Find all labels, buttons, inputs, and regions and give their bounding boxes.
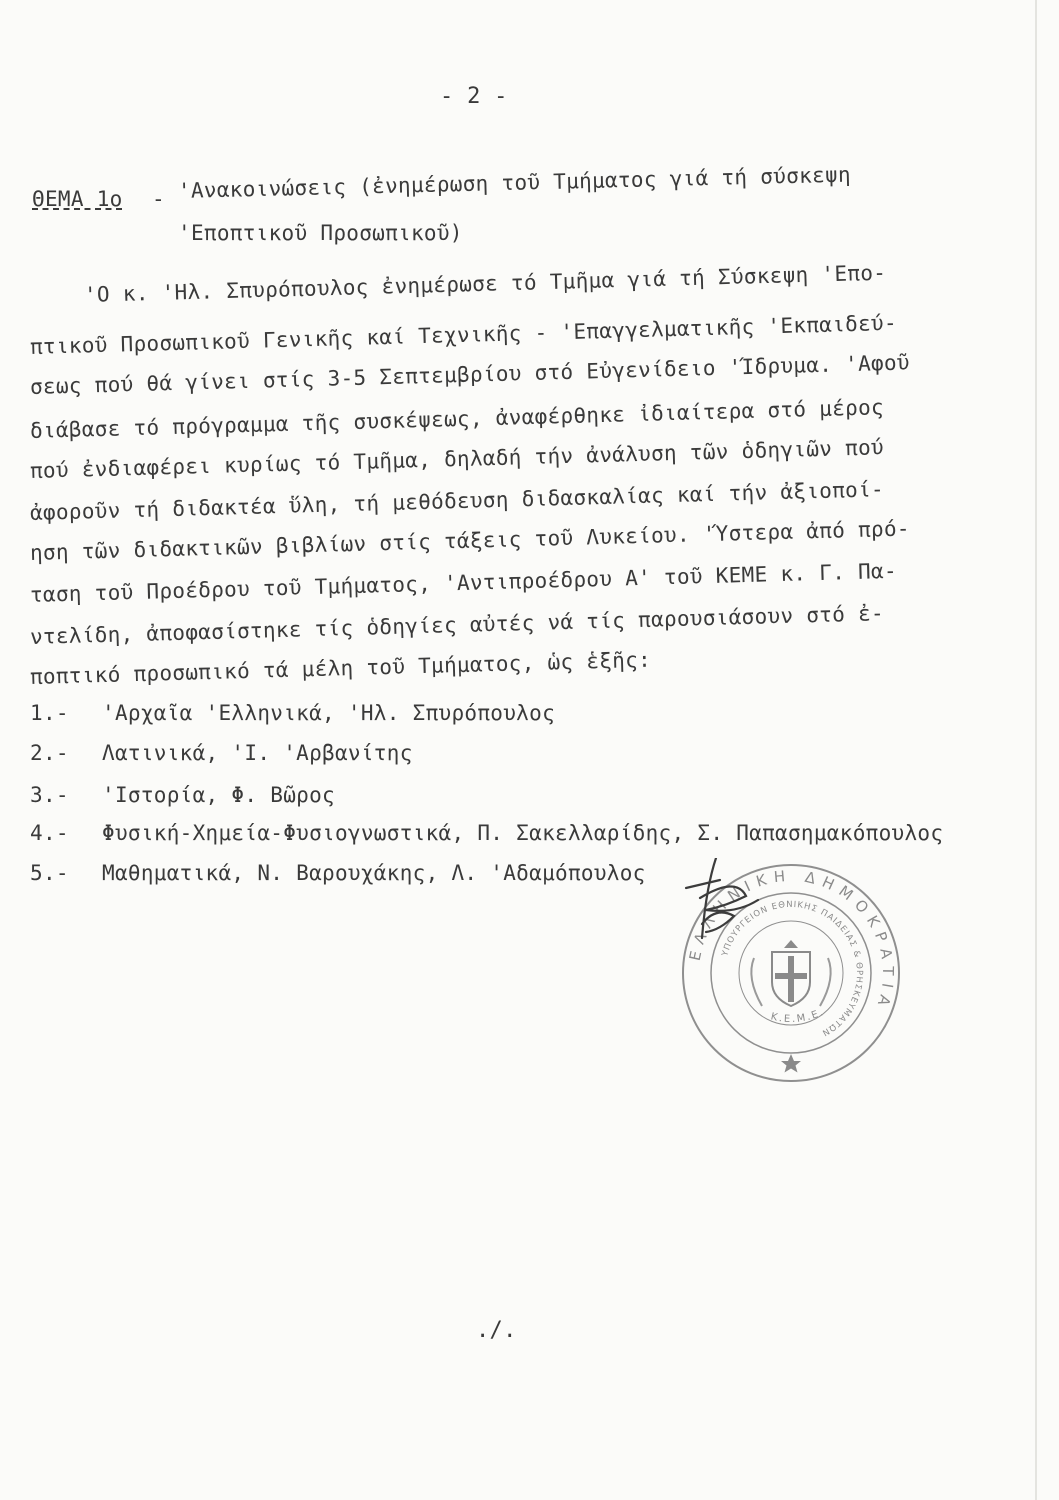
list-item-number: 2.-	[30, 741, 69, 765]
seal-outer-text: ΕΛΛΗΝΙΚΗ ΔΗΜΟΚΡΑΤΙΑ	[685, 866, 898, 1015]
paragraph-line: πού ἐνδιαφέρει κυρίως τό Τμῆμα, δηλαδή τήν ἀνάλυση τῶν ὁδηγιῶν πού	[29, 435, 885, 483]
list-item	[30, 700, 555, 726]
paragraph-line: ντελίδη, ἀποφασίστηκε τίς ὁδηγίες αὐτές νά τίς παρουσιάσουν στό ἐ-	[29, 601, 885, 649]
paragraph-line: ἀφοροῦν τή διδακτέα ὕλη, τή μεθόδευση διδασκαλίας καί τήν ἀξιοποί-	[29, 477, 885, 525]
list-item-number: 3.-	[30, 783, 69, 807]
agenda-item-label: ΘΕΜΑ 1ο	[32, 187, 123, 211]
list-item	[30, 820, 943, 846]
seal-inner-text: ΥΠΟΥΡΓΕΙΟΝ ΕΘΝΙΚΗΣ ΠΑΙΔΕΙΑΣ & ΘΡΗΣΚΕΥΜΑΤΩΝ	[720, 899, 865, 1038]
paragraph-line: ηση τῶν διδακτικῶν βιβλίων στίς τάξεις τοῦ Λυκείου. 'Ύστερα ἀπό πρό-	[29, 516, 911, 565]
page-continuation-mark: ./.	[476, 1318, 517, 1343]
official-seal	[676, 858, 906, 1088]
coat-of-arms-icon	[751, 940, 830, 1006]
seal-bottom-text: Κ.Ε.Μ.Ε.	[769, 1006, 827, 1026]
agenda-item-title-line-1: 'Ανακοινώσεις (ἐνημέρωση τοῦ Τμήματος γιά τή σύσκεψη	[177, 162, 852, 203]
paragraph-line: διάβασε τό πρόγραμμα τῆς συσκέψεως, ἀναφέρθηκε ἰδιαίτερα στό μέρος	[29, 395, 885, 443]
list-item-text: 'Αρχαῖα 'Ελληνικά, 'Ηλ. Σπυρόπουλος	[102, 701, 556, 725]
list-item-number: 4.-	[30, 821, 69, 845]
star-icon	[781, 1054, 801, 1073]
agenda-item-title-line-2: 'Εποπτικοῦ Προσωπικοῦ)	[178, 221, 463, 245]
list-item-text: 'Ιστορία, Φ. Βῶρος	[102, 783, 335, 807]
svg-text:Κ.Ε.Μ.Ε.	[770, 1007, 827, 1026]
list-item-number: 1.-	[30, 701, 69, 725]
list-item-text: Φυσική-Χημεία-Φυσιογνωστικά, Π. Σακελλαρίδης, Σ. Παπασημακόπουλος	[102, 821, 944, 845]
heading-dash: -	[152, 187, 165, 211]
page-edge	[1035, 0, 1037, 1500]
list-item	[30, 740, 413, 766]
list-item-number: 5.-	[30, 861, 69, 885]
list-item-text: Λατινικά, 'Ι. 'Αρβανίτης	[102, 741, 413, 765]
paragraph-line: σεως πού θά γίνει στίς 3-5 Σεπτεμβρίου στό Εὐγενίδειο 'Ίδρυμα. 'Αφοῦ	[29, 350, 911, 399]
paragraph-line: πτικοῦ Προσωπικοῦ Γενικῆς καί Τεχνικῆς - 'Επαγγελματικῆς 'Εκπαιδεύ-	[29, 310, 898, 359]
page-number: - 2 -	[440, 84, 508, 109]
paragraph-line: 'Ο κ. 'Ηλ. Σπυρόπουλος ἐνημέρωσε τό Τμῆμα γιά τή Σύσκεψη 'Επο-	[83, 260, 887, 307]
list-item	[30, 782, 335, 808]
list-item-text: Μαθηματικά, Ν. Βαρουχάκης, Λ. 'Αδαμόπουλος	[102, 861, 646, 885]
paragraph-line: ταση τοῦ Προέδρου τοῦ Τμήματος, 'Αντιπροέδρου Α' τοῦ ΚΕΜΕ κ. Γ. Πα-	[29, 558, 898, 607]
list-item	[30, 860, 646, 886]
paragraph-line: ποπτικό προσωπικό τά μέλη τοῦ Τμήματος, ὡς ἑξῆς:	[29, 647, 652, 689]
